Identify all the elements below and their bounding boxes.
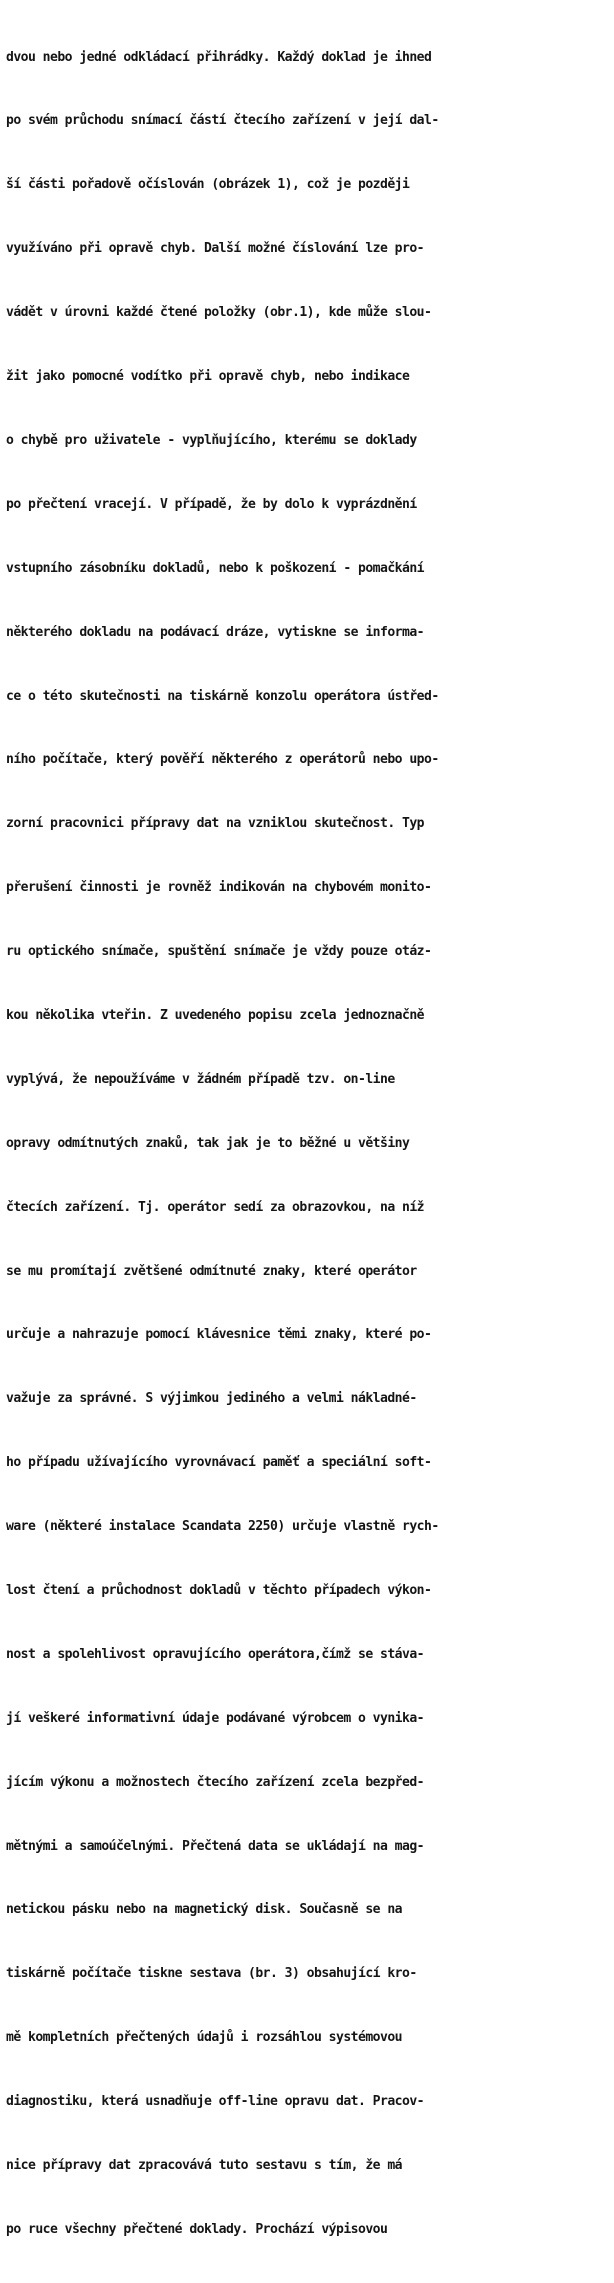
text-line: ce o této skutečnosti na tiskárně konzolu operátora ústřed- — [6, 688, 439, 704]
text-line: jícím výkonu a možnostech čtecího zařízení zcela bezpřed- — [6, 1774, 424, 1790]
text-line: po ruce všechny přečtené doklady. Prochází výpisovou — [6, 2221, 388, 2237]
text-line: opravy odmítnutých znaků, tak jak je to běžné u většiny — [6, 1135, 410, 1151]
text-line: přerušení činnosti je rovněž indikován na chybovém monito- — [6, 880, 432, 896]
text-line: zorní pracovnici přípravy dat na vzniklou skutečnost. Typ — [6, 816, 424, 832]
text-line: jí veškeré informativní údaje podávané výrobcem o vynika- — [6, 1710, 424, 1726]
text-line: po přečtení vracejí. V případě, že by dolo k vyprázdnění — [6, 496, 417, 512]
text-line: ního počítače, který pověří některého z operátorů nebo upo- — [6, 752, 439, 768]
text-line: diagnostiku, která usnadňuje off-line opravu dat. Pracov- — [6, 2094, 424, 2110]
text-line: ware (některé instalace Scandata 2250) určuje vlastně rych- — [6, 1519, 439, 1535]
text-line: tiskárně počítače tiskne sestava (br. 3) obsahující kro- — [6, 1966, 417, 1982]
text-line: využíváno při opravě chyb. Další možné číslování lze pro- — [6, 241, 424, 257]
text-line: ru optického snímače, spuštění snímače je vždy pouze otáz- — [6, 944, 432, 960]
text-line: vyplývá, že nepoužíváme v žádném případě tzv. on-line — [6, 1071, 395, 1087]
text-line: mě kompletních přečtených údajů i rozsáhlou systémovou — [6, 2030, 402, 2046]
text-line: kou několika vteřin. Z uvedeného popisu zcela jednoznačně — [6, 1007, 424, 1023]
text-line: vádět v úrovni každé čtené položky (obr.1), kde může slou- — [6, 305, 432, 321]
text-line: nost a spolehlivost opravujícího operátora,čímž se stáva- — [6, 1646, 424, 1662]
text-line: vstupního zásobníku dokladů, nebo k poškození - pomačkání — [6, 560, 424, 576]
text-line: lost čtení a průchodnost dokladů v těchto případech výkon- — [6, 1582, 432, 1598]
text-line: určuje a nahrazuje pomocí klávesnice těmi znaky, které po- — [6, 1327, 432, 1343]
text-line: čtecích zařízení. Tj. operátor sedí za obrazovkou, na níž — [6, 1199, 424, 1215]
text-line: některého dokladu na podávací dráze, vytiskne se informa- — [6, 624, 424, 640]
text-line: po svém průchodu snímací částí čtecího zařízení v její dal- — [6, 113, 439, 129]
text-line: žit jako pomocné vodítko při opravě chyb, nebo indikace — [6, 369, 410, 385]
text-line: važuje za správné. S výjimkou jediného a velmi nákladné- — [6, 1391, 417, 1407]
text-line: mětnými a samoúčelnými. Přečtená data se ukládají na mag- — [6, 1838, 424, 1854]
text-line: netickou pásku nebo na magnetický disk. Současně se na — [6, 1902, 402, 1918]
text-line: ho případu užívajícího vyrovnávací paměť a speciální soft- — [6, 1455, 432, 1471]
text-line: se mu promítají zvětšené odmítnuté znaky, které operátor — [6, 1263, 417, 1279]
text-line: nice přípravy dat zpracovává tuto sestavu s tím, že má — [6, 2157, 402, 2173]
body-text — [6, 4, 612, 2283]
text-line: dvou nebo jedné odkládací přihrádky. Každý doklad je ihned — [6, 49, 432, 65]
text-line: o chybě pro uživatele - vyplňujícího, kterému se doklady — [6, 432, 417, 448]
text-line: ší části pořadově očíslován (obrázek 1), což je později — [6, 177, 410, 193]
